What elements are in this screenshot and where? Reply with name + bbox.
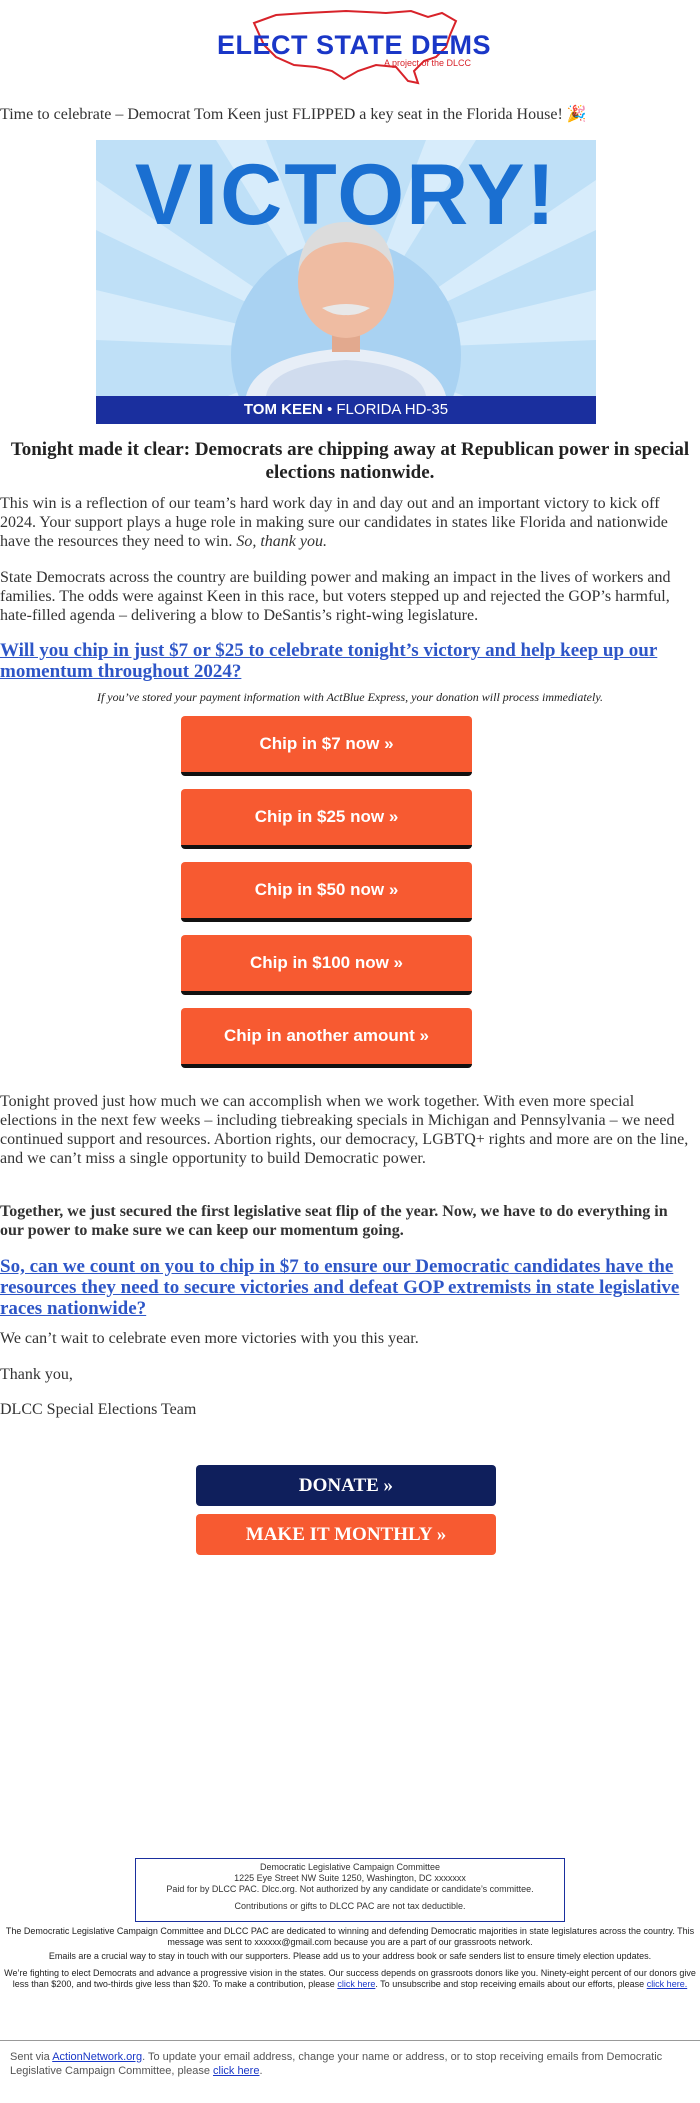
chip-other-button[interactable]: Chip in another amount »	[181, 1008, 472, 1068]
header-logo[interactable]	[0, 0, 700, 95]
org-address: 1225 Eye Street NW Suite 1250, Washington, DC xxxxxxx	[234, 1873, 466, 1883]
ask-link-1[interactable]: Will you chip in just $7 or $25 to celebrate tonight’s victory and help keep up our momentum throughout 2024?	[0, 640, 658, 682]
thank-you: Thank you,	[0, 1366, 73, 1383]
unsubscribe-link[interactable]: click here.	[646, 1979, 688, 1989]
paragraph-5: We can’t wait to celebrate even more victories with you this year.	[0, 1330, 419, 1347]
paid-for-box	[135, 1858, 565, 1922]
paragraph-3: Tonight proved just how much we can accomplish when we work together. With even more special elections in the next few weeks – including tiebreaking specials in Michigan and Pennsylvania – we need continued support and resources. Abortion rights, our democracy, LGBTQ+ rights and more are on the line, and we can’t miss a single opportunity to build Democratic power.	[0, 1093, 689, 1167]
legal-text-3	[0, 1968, 700, 1990]
paragraph-1-emphasis: So, thank you.	[236, 533, 328, 550]
signature: DLCC Special Elections Team	[0, 1401, 197, 1418]
org-name: Democratic Legislative Campaign Committee	[259, 1862, 441, 1872]
headline: Tonight made it clear: Democrats are chipping away at Republican power in special elections nationwide.	[10, 439, 690, 483]
hero-image[interactable]	[96, 140, 596, 424]
ask-link-2[interactable]: So, can we count on you to chip in $7 to ensure our Democratic candidates have the resources they need to secure victories and defeat GOP extremists in state legislative races nationwide?	[0, 1256, 680, 1319]
actionnetwork-link[interactable]: ActionNetwork.org	[52, 2051, 143, 2063]
paid-for-text: Paid for by DLCC PAC. Dlcc.org. Not authorized by any candidate or candidate’s committee.	[166, 1884, 534, 1894]
tax-note: Contributions or gifts to DLCC PAC are not tax deductible.	[234, 1901, 466, 1911]
paragraph-1	[0, 494, 690, 551]
paragraph-2: State Democrats across the country are building power and making an impact in the lives of workers and families. The odds were against Keen in this race, but voters stepped up and rejected the GOP’s harmful, hate-filled agenda – delivering a blow to DeSantis’s right-wing legislature.	[0, 569, 671, 624]
hero-caption: TOM KEEN • FLORIDA HD-35	[96, 396, 596, 424]
donate-button[interactable]: DONATE »	[196, 1465, 496, 1506]
paragraph-1-text: This win is a reflection of our team’s hard work day in and day out and an important victory to kick off 2024. Your support plays a huge role in making sure our candidates in states like Florida and nationwide have the resources they need to win.	[0, 495, 668, 550]
logo-title: ELECT STATE DEMS	[216, 30, 491, 60]
hero-title: VICTORY!	[134, 147, 558, 243]
logo-subtitle: A project of the DLCC	[384, 58, 472, 68]
sent-via-text-3: .	[259, 2065, 263, 2077]
chip-100-button[interactable]: Chip in $100 now »	[181, 935, 472, 995]
chip-25-button[interactable]: Chip in $25 now »	[181, 789, 472, 849]
footer-divider	[0, 2040, 700, 2041]
candidate-name: TOM KEEN	[243, 401, 323, 418]
legal-text-1: The Democratic Legislative Campaign Committee and DLCC PAC are dedicated to winning and defending Democratic majorities in state legislatures across the country. This message was sent to xxxxxx@gmail.com because you are a part of our grassroots network.	[5, 1926, 695, 1947]
legal-text-3a: We’re fighting to elect Democrats and advance a progressive vision in the states. Our success depends on grassroots donors like you. Ninety-eight percent of our donors give less than $200, and two-thirds give less than $20. To make a contribution, please	[4, 1968, 696, 1989]
intro-text: Time to celebrate – Democrat Tom Keen just FLIPPED a key seat in the Florida House! 🎉	[0, 106, 587, 123]
legal-text-2: Emails are a crucial way to stay in touch with our supporters. Please add us to your address book or safe senders list to ensure timely election updates.	[48, 1951, 652, 1961]
sent-via-text-2: . To update your email address, change your name or address, or to stop receiving emails from Democratic Legislative Campaign Committee, please	[10, 2051, 663, 2077]
sent-via	[10, 2050, 690, 2078]
sent-via-text: Sent via	[10, 2051, 50, 2063]
chip-50-button[interactable]: Chip in $50 now »	[181, 862, 472, 922]
contribute-link[interactable]: click here	[337, 1979, 376, 1989]
candidate-district: FLORIDA HD-35	[336, 401, 449, 418]
monthly-button[interactable]: MAKE IT MONTHLY »	[196, 1514, 496, 1555]
manage-subscription-link[interactable]: click here	[213, 2065, 260, 2077]
legal-text-3b: . To unsubscribe and stop receiving emails about our efforts, please	[375, 1979, 645, 1989]
paragraph-4: Together, we just secured the first legislative seat flip of the year. Now, we have to do everything in our power to make sure we can keep our momentum going.	[0, 1203, 668, 1239]
chip-7-button[interactable]: Chip in $7 now »	[181, 716, 472, 776]
actblue-note: If you’ve stored your payment information with ActBlue Express, your donation will process immediately.	[96, 690, 604, 704]
